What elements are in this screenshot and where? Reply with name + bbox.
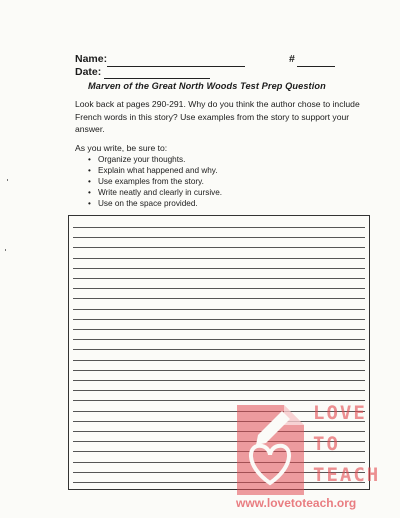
- name-field-line[interactable]: [107, 66, 245, 67]
- writing-line[interactable]: [73, 319, 365, 320]
- writing-line[interactable]: [73, 329, 365, 330]
- writing-line[interactable]: [73, 247, 365, 248]
- number-label: #: [289, 53, 295, 65]
- website-url[interactable]: www.lovetoteach.org: [236, 496, 357, 510]
- writing-line[interactable]: [73, 278, 365, 279]
- writing-line[interactable]: [73, 370, 365, 371]
- writing-line[interactable]: [73, 298, 365, 299]
- date-field-line[interactable]: [104, 78, 210, 79]
- logo-text-teach: TEACH: [313, 464, 381, 486]
- writing-line[interactable]: [73, 258, 365, 259]
- scan-speck: [5, 249, 6, 251]
- scan-speck: [7, 179, 8, 181]
- question-prompt: Look back at pages 290-291. Why do you think the author chose to include French words in this story? Use examples from the story to support your answer.: [75, 99, 360, 135]
- writing-line[interactable]: [73, 309, 365, 310]
- writing-line[interactable]: [73, 339, 365, 340]
- writing-line[interactable]: [73, 288, 365, 289]
- number-field-line[interactable]: [297, 66, 335, 67]
- instructions-intro: As you write, be sure to:: [75, 143, 168, 153]
- logo-text-love: LOVE: [313, 402, 367, 424]
- logo-text-to: TO: [313, 433, 340, 455]
- instruction-item: • Write neatly and clearly in cursive.: [88, 187, 222, 198]
- date-label: Date:: [75, 66, 102, 78]
- instruction-item: • Organize your thoughts.: [88, 154, 222, 165]
- instruction-item: • Use examples from the story.: [88, 176, 222, 187]
- writing-line[interactable]: [73, 390, 365, 391]
- writing-line[interactable]: [73, 268, 365, 269]
- writing-line[interactable]: [73, 380, 365, 381]
- instruction-item: • Use on the space provided.: [88, 198, 222, 209]
- name-label: Name:: [75, 53, 108, 65]
- writing-line[interactable]: [73, 227, 365, 228]
- instruction-item: • Explain what happened and why.: [88, 165, 222, 176]
- writing-line[interactable]: [73, 360, 365, 361]
- instructions-list: [88, 154, 222, 209]
- writing-line[interactable]: [73, 237, 365, 238]
- writing-line[interactable]: [73, 349, 365, 350]
- worksheet-title: Marven of the Great North Woods Test Prep Question: [88, 81, 326, 91]
